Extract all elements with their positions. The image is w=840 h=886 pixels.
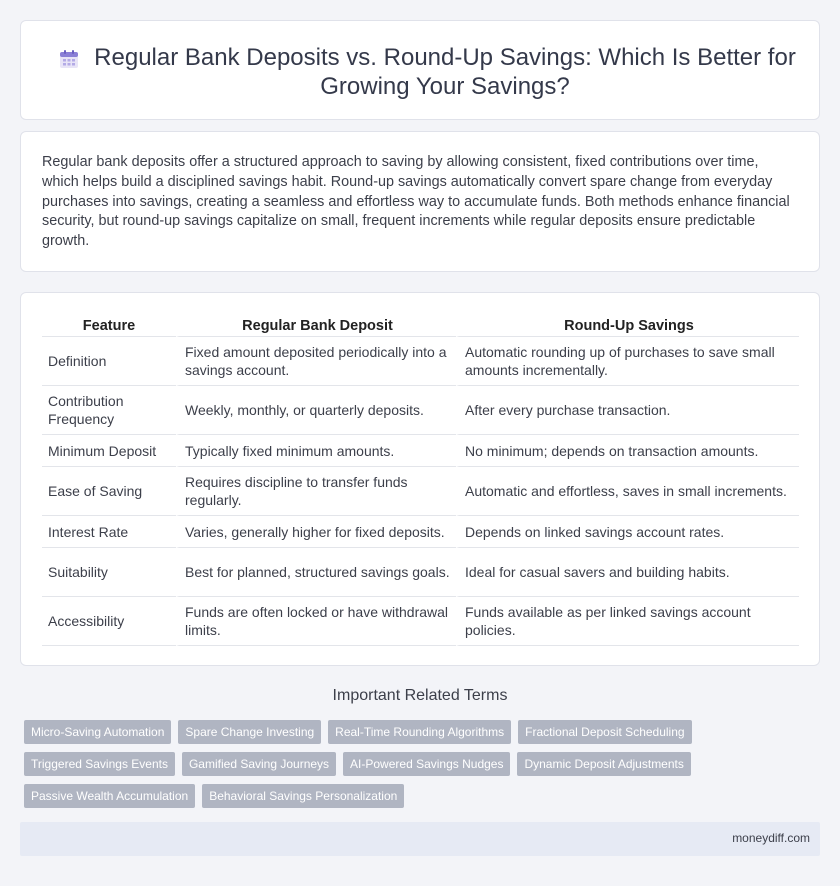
related-term-tag[interactable]: Micro-Saving Automation xyxy=(24,720,171,744)
row-round-up: Depends on linked savings account rates. xyxy=(456,516,799,548)
row-regular-deposit: Fixed amount deposited periodically into a savings account. xyxy=(176,337,456,386)
calendar-icon xyxy=(59,49,79,69)
tag-row xyxy=(24,784,724,808)
row-round-up: Automatic rounding up of purchases to save small amounts incrementally. xyxy=(456,337,799,386)
row-round-up: Ideal for casual savers and building habits. xyxy=(456,548,799,597)
related-term-tag[interactable]: Fractional Deposit Scheduling xyxy=(518,720,691,744)
related-term-tag[interactable]: Spare Change Investing xyxy=(178,720,321,744)
related-terms-heading: Important Related Terms xyxy=(332,687,508,704)
footer-bar xyxy=(20,822,820,856)
row-feature: Accessibility xyxy=(42,597,176,646)
comparison-table xyxy=(42,315,799,646)
page-title: Regular Bank Deposits vs. Round-Up Savings: Which Is Better for Growing Your Savings? xyxy=(94,44,796,100)
related-term-tag[interactable]: Passive Wealth Accumulation xyxy=(24,784,195,808)
row-feature: Ease of Saving xyxy=(42,467,176,516)
row-feature: Interest Rate xyxy=(42,516,176,548)
tag-row xyxy=(24,752,724,776)
table-row xyxy=(42,548,799,597)
row-round-up: After every purchase transaction. xyxy=(456,386,799,435)
comparison-table-card xyxy=(20,292,820,666)
title-card xyxy=(20,20,820,120)
row-feature: Suitability xyxy=(42,548,176,597)
tag-row xyxy=(24,720,724,744)
related-term-tag[interactable]: Dynamic Deposit Adjustments xyxy=(517,752,690,776)
related-term-tag[interactable]: Triggered Savings Events xyxy=(24,752,175,776)
table-row xyxy=(42,516,799,548)
row-regular-deposit: Requires discipline to transfer funds regularly. xyxy=(176,467,456,516)
intro-paragraph: Regular bank deposits offer a structured approach to saving by allowing consistent, fixed contributions over time, which helps build a disciplined savings habit. Round-up savings automatically convert spare change from everyday purchases into savings, creating a seamless and effortless way to accumulate funds. Both methods enhance financial security, but round-up savings capitalize on small, frequent increments while regular deposits ensure predictable growth. xyxy=(42,154,790,250)
table-row xyxy=(42,435,799,467)
table-row xyxy=(42,467,799,516)
column-header-regular-deposit: Regular Bank Deposit xyxy=(176,315,456,337)
table-row xyxy=(42,337,799,386)
row-regular-deposit: Weekly, monthly, or quarterly deposits. xyxy=(176,386,456,435)
row-regular-deposit: Varies, generally higher for fixed deposits. xyxy=(176,516,456,548)
related-terms-list xyxy=(24,720,724,816)
table-row xyxy=(42,597,799,646)
row-regular-deposit: Typically fixed minimum amounts. xyxy=(176,435,456,467)
row-regular-deposit: Best for planned, structured savings goals. xyxy=(176,548,456,597)
intro-card xyxy=(20,131,820,272)
column-header-round-up: Round-Up Savings xyxy=(456,315,799,337)
row-feature: Contribution Frequency xyxy=(42,386,176,435)
related-term-tag[interactable]: AI-Powered Savings Nudges xyxy=(343,752,510,776)
related-term-tag[interactable]: Behavioral Savings Personalization xyxy=(202,784,404,808)
column-header-feature: Feature xyxy=(42,315,176,337)
row-feature: Definition xyxy=(42,337,176,386)
row-feature: Minimum Deposit xyxy=(42,435,176,467)
related-term-tag[interactable]: Gamified Saving Journeys xyxy=(182,752,336,776)
row-round-up: No minimum; depends on transaction amounts. xyxy=(456,435,799,467)
row-round-up: Funds available as per linked savings account policies. xyxy=(456,597,799,646)
row-regular-deposit: Funds are often locked or have withdrawal limits. xyxy=(176,597,456,646)
table-header-row xyxy=(42,315,799,337)
site-name[interactable]: moneydiff.com xyxy=(732,831,810,845)
related-term-tag[interactable]: Real-Time Rounding Algorithms xyxy=(328,720,511,744)
table-row xyxy=(42,386,799,435)
row-round-up: Automatic and effortless, saves in small increments. xyxy=(456,467,799,516)
